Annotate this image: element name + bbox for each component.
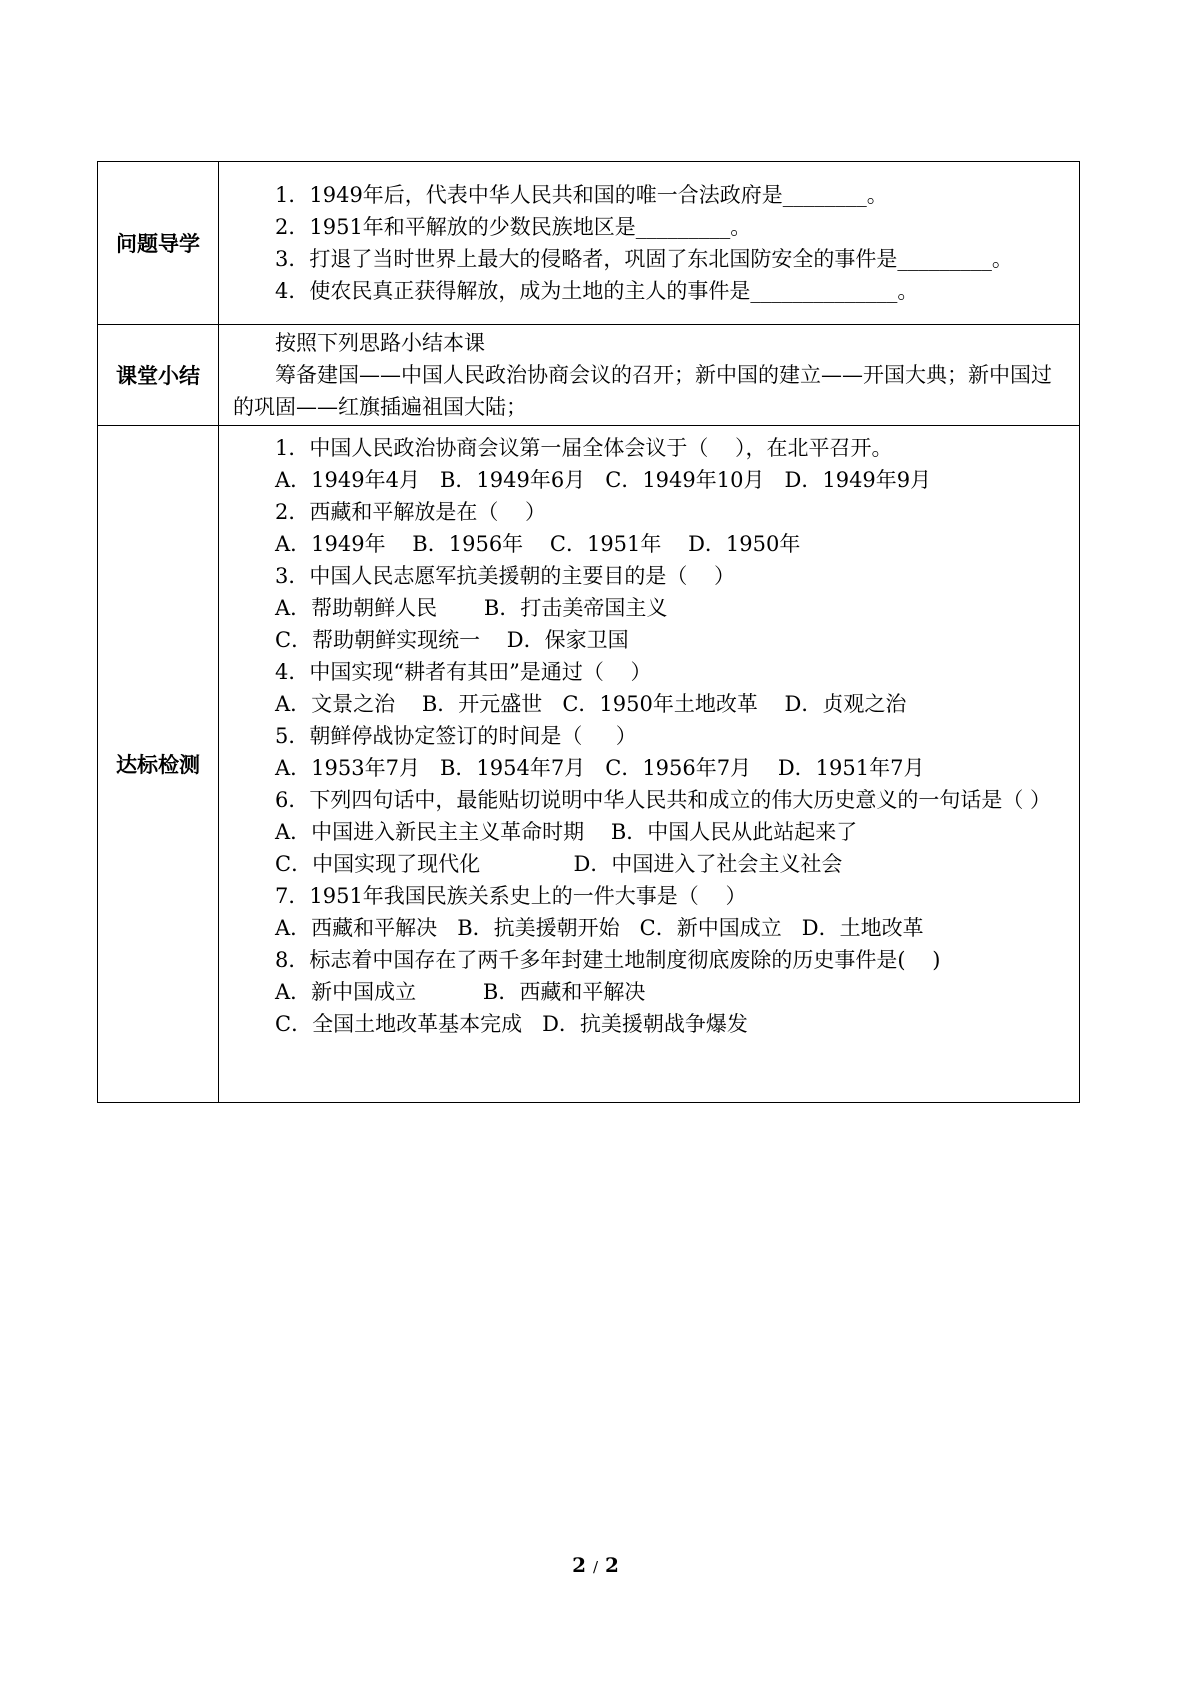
test-question: 4．中国实现“耕者有其田”是通过（ ） [275,660,652,684]
section-test-row [98,426,1080,1103]
guide-line: 4．使农民真正获得解放，成为土地的主人的事件是______________。 [275,279,919,303]
test-options: C．全国土地改革基本完成 D．抗美援朝战争爆发 [275,1012,748,1036]
test-question: 5．朝鲜停战协定签订的时间是（ ） [275,724,637,748]
test-question: 6．下列四句话中，最能贴切说明中华人民共和成立的伟大历史意义的一句话是（ ） [275,788,1052,812]
test-question: 2．西藏和平解放是在（ ） [275,500,547,524]
test-question: 1．中国人民政治协商会议第一届全体会议于（ ），在北平召开。 [275,436,893,460]
test-options: A．中国进入新民主主义革命时期 B．中国人民从此站起来了 [275,820,858,844]
section-content-guide [219,162,1080,325]
guide-line: 2．1951年和平解放的少数民族地区是_________。 [275,215,752,239]
section-content-summary [219,325,1080,426]
test-options: A．1953年7月 B．1954年7月 C．1956年7月 D．1951年7月 [275,756,925,780]
test-options: A．新中国成立 B．西藏和平解决 [275,980,646,1004]
summary-line: 筹备建国——中国人民政治协商会议的召开；新中国的建立——开国大典；新中国过的巩固——红旗插遍祖国大陆； [233,363,1052,419]
test-options: C．帮助朝鲜实现统一 D．保家卫国 [275,628,629,652]
section-label-guide: 问题导学 [98,162,219,325]
section-guide-row [98,162,1080,325]
page-current: 2 [572,1553,586,1577]
page-number [0,1553,1191,1577]
test-question: 8．标志着中国存在了两千多年封建土地制度彻底废除的历史事件是( ) [275,948,941,972]
page-separator: / [592,1558,599,1576]
test-question: 3．中国人民志愿军抗美援朝的主要目的是（ ） [275,564,736,588]
test-question: 7．1951年我国民族关系史上的一件大事是（ ） [275,884,747,908]
test-options: A．1949年 B．1956年 C．1951年 D．1950年 [275,532,801,556]
test-options: A．西藏和平解决 B．抗美援朝开始 C．新中国成立 D．土地改革 [275,916,924,940]
test-options: A．帮助朝鲜人民 B．打击美帝国主义 [275,596,668,620]
section-summary-row [98,325,1080,426]
section-content-test [219,426,1080,1103]
section-label-test: 达标检测 [98,426,219,1103]
guide-line: 1．1949年后，代表中华人民共和国的唯一合法政府是________。 [275,183,888,207]
worksheet-table [97,161,1080,1103]
test-options: A．文景之治 B．开元盛世 C．1950年土地改革 D．贞观之治 [275,692,907,716]
summary-line: 按照下列思路小结本课 [275,331,485,355]
guide-line: 3．打退了当时世界上最大的侵略者，巩固了东北国防安全的事件是_________。 [275,247,1013,271]
test-options: C．中国实现了现代化 D．中国进入了社会主义社会 [275,852,843,876]
section-label-summary: 课堂小结 [98,325,219,426]
page-total: 2 [605,1553,619,1577]
test-options: A．1949年4月 B．1949年6月 C．1949年10月 D．1949年9月 [275,468,932,492]
